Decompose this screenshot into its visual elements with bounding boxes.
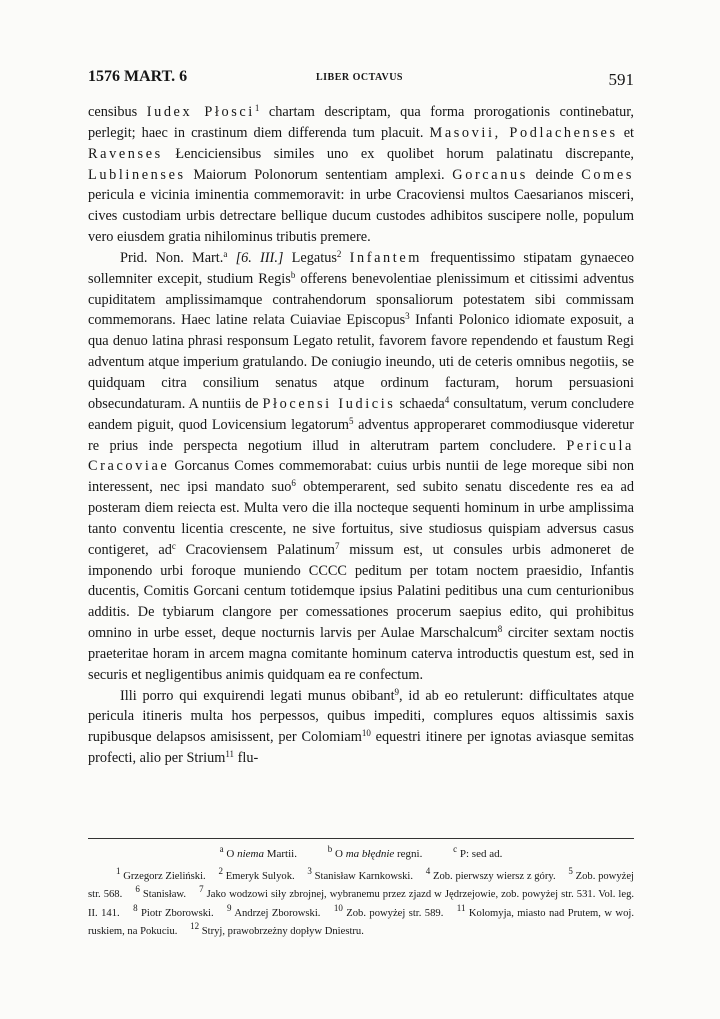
spaced-name: Płocensi Iudicis bbox=[262, 395, 396, 412]
text-run: Łenciciensibus similes uno ex quolibet horum palatinatu discrepante, bbox=[162, 145, 634, 162]
text-run: Infanti Polonico idiomate exposuit, a qua denuo latina phrasi responsum Legato retulit, favorem favore rependendo et faustum Regi adventum atque imperium gratulando. De coniugio ineundo, uti de ceteris omnibus negotiis, se quidquam citra consilium senatus atque ordinum facturam, horum persuasioni obsecundaturam. A nuntiis de bbox=[88, 312, 634, 412]
note-marker: 7 bbox=[335, 540, 340, 551]
text-run: Zob. powyżej str. 589. bbox=[342, 907, 444, 919]
text-run bbox=[227, 250, 235, 266]
note-marker: 8 bbox=[133, 902, 138, 913]
text-run: O bbox=[332, 848, 346, 860]
spaced-name: Masovii, Podlachenses bbox=[429, 124, 618, 141]
note-marker: 3 bbox=[307, 866, 312, 876]
note-marker: a bbox=[219, 844, 224, 854]
main-text bbox=[88, 102, 634, 769]
note-marker: 6 bbox=[291, 478, 296, 489]
paragraph-1 bbox=[88, 102, 634, 248]
spaced-name: Comes bbox=[581, 166, 634, 183]
note-marker: 1 bbox=[116, 866, 121, 876]
text-run: Emeryk Sulyok. bbox=[222, 871, 295, 882]
footnote bbox=[307, 866, 413, 882]
paragraph-3 bbox=[88, 686, 634, 769]
text-run: consultatum, verum concludere eandem piguit, quod Lovicensium legatorum bbox=[88, 395, 634, 433]
note-marker: c bbox=[453, 844, 458, 854]
text-run: chartam descriptam, qua forma prorogationis continebatur, perlegit; haec in crastinum diem differenda tum placuit. bbox=[88, 104, 635, 141]
note-marker: 12 bbox=[190, 920, 200, 931]
footnote bbox=[133, 902, 214, 919]
footnote bbox=[333, 902, 444, 919]
text-run: Andrzej Zborowski. bbox=[231, 907, 321, 919]
running-header bbox=[88, 66, 634, 92]
text-run: , id ab eo retulerunt: difficultates atque pericula itineris multa hos perpessos, quibus impediti, complures equos altissimis saxis rupibusque delapsos amisissent, per Colomiam bbox=[88, 687, 634, 746]
note-marker: 10 bbox=[333, 902, 343, 913]
spaced-name: Lublinenses bbox=[88, 166, 186, 183]
footnote bbox=[190, 920, 364, 937]
footnote bbox=[227, 902, 321, 919]
text-run: Maiorum Polonorum sententiam amplexi. bbox=[185, 166, 453, 183]
italic-text: ma błędnie bbox=[345, 848, 395, 860]
footnote-divider bbox=[88, 838, 634, 839]
text-run: schaeda bbox=[395, 395, 445, 412]
text-run bbox=[341, 250, 349, 266]
text-run: Cracoviensem Palatinum bbox=[175, 541, 336, 558]
note-marker: 11 bbox=[225, 749, 235, 760]
note-marker: 1 bbox=[254, 103, 260, 113]
note-marker: 7 bbox=[199, 884, 204, 895]
text-run: frequentissimo stipatam gynaeceo sollemniter excepit, studium Regis bbox=[88, 249, 634, 287]
text-run: O bbox=[223, 848, 238, 860]
text-run: Legatus bbox=[283, 249, 337, 266]
note-marker: 9 bbox=[394, 686, 400, 697]
note-marker: 6 bbox=[135, 884, 140, 895]
paragraph-2 bbox=[88, 248, 634, 686]
footnote bbox=[425, 866, 556, 882]
text-run: Grzegorz Zieliński. bbox=[120, 871, 206, 882]
spaced-name: Iudex Płosci bbox=[146, 104, 255, 120]
note-marker: c bbox=[171, 540, 176, 551]
apparatus-note-b bbox=[327, 844, 423, 860]
note-marker: 3 bbox=[405, 311, 410, 322]
spaced-name: Pericula Cracoviae bbox=[88, 437, 634, 475]
note-marker: 11 bbox=[456, 902, 466, 913]
italic-text: [6. III.] bbox=[235, 249, 284, 266]
note-marker: 5 bbox=[349, 415, 354, 426]
header-date: 1576 MART. 6 bbox=[88, 68, 188, 85]
text-run: et bbox=[617, 124, 635, 141]
text-run: pericula e vicinia iminentia commemoravit: in urbe Cracoviensi multos Caesarianos misceri, cives custodiam urbis detrectare bellique ducum custodes adhibitos suscipere nolle, populum vero eiusdem gratia nihilominus tributis premere. bbox=[88, 187, 634, 246]
text-run: Stryj, prawobrzeżny dopływ Dniestru. bbox=[199, 925, 364, 937]
spaced-name: Gorcanus bbox=[452, 166, 528, 183]
text-run: Stanisław Karnkowski. bbox=[311, 871, 413, 882]
text-run: Zob. pierwszy wiersz z góry. bbox=[430, 871, 556, 882]
text-run: censibus bbox=[88, 104, 147, 120]
text-run: adventus approperaret commodiusque videretur re prius inde perspecta negotium illud in alterutram partem concludere. bbox=[88, 416, 635, 454]
text-run: Gorcanus Comes commemorabat: cuius urbis nuntii de lege moreque sibi non interessent, nec ipsi mandato suo bbox=[88, 458, 634, 496]
text-run: Piotr Zborowski. bbox=[137, 907, 214, 919]
text-run: missum est, ut consules urbis admoneret de imponendo urbi foroque muniendo CCCC peditum per totam noctem praesidio, Infantis ducentis, Comitis Gorcani centum totidemque ipsius Palatini peditibus una cum centurionibus additis. De tybiarum clangore per comessationes procerum saepius edito, qui prohibitus omnino in urbe esset, deque nocturnis larvis per Aulae Marschalcum bbox=[88, 541, 634, 642]
note-marker: a bbox=[223, 248, 228, 259]
note-marker: 4 bbox=[444, 394, 450, 405]
text-run: regni. bbox=[394, 848, 423, 860]
footnote bbox=[116, 866, 206, 882]
text-run: Jako wodzowi siły zbrojnej, wybranemu przez zjazd w Jędrzejowie, zob. powyżej str. 531. Vol. leg. II. 141. bbox=[88, 889, 635, 919]
note-marker: b bbox=[290, 269, 296, 280]
spaced-name: Infantem bbox=[349, 249, 423, 266]
spaced-name: Ravenses bbox=[88, 145, 163, 162]
note-marker: 2 bbox=[218, 866, 223, 876]
apparatus-note-c bbox=[453, 844, 503, 860]
note-marker: 9 bbox=[227, 902, 232, 913]
text-run: P: sed ad. bbox=[457, 848, 503, 860]
note-marker: b bbox=[327, 844, 333, 854]
critical-apparatus bbox=[88, 844, 634, 860]
text-run: offerens benevolentiae plenissimum et citissimi adventus cupiditatem amplissimamque contrahendorum sponsaliorum potestatem sibi commissam commemorans. Haec latine relata Cuiaviae Episcopus bbox=[88, 270, 635, 329]
note-marker: 10 bbox=[361, 728, 371, 739]
text-run: Prid. Non. Mart. bbox=[120, 249, 224, 266]
footnote bbox=[218, 866, 295, 882]
text-run: flu- bbox=[234, 750, 259, 767]
text-run: Illi porro qui exquirendi legati munus obibant bbox=[120, 687, 395, 704]
note-marker: 4 bbox=[425, 866, 431, 876]
text-run: deinde bbox=[527, 166, 582, 183]
header-title: LIBER OCTAVUS bbox=[316, 72, 403, 83]
apparatus-note-a bbox=[219, 844, 297, 860]
note-marker: 5 bbox=[568, 866, 573, 876]
text-run: obtemperarent, sed subito senatu discedente res ea ad posteram diem reiecta est. Multa vero die illa nocteque sequenti hominum in urbe amplissima tanto conventu licentia crescente, ne sive fortuitus, sive studiosus quispiam adversus casus contigeret, ad bbox=[88, 479, 634, 558]
page-number: 591 bbox=[608, 70, 634, 89]
note-marker: 8 bbox=[497, 624, 503, 635]
text-run: Stanisław. bbox=[139, 889, 187, 901]
text-run: Zob. powyżej str. 568. bbox=[88, 871, 634, 901]
note-marker: 2 bbox=[336, 248, 342, 259]
footnotes bbox=[88, 868, 634, 941]
footnote bbox=[135, 884, 187, 901]
text-run: Kolomyja, miasto nad Prutem, w woj. ruskiem, na Pokuciu. bbox=[88, 907, 634, 937]
text-run: circiter sextam noctis praeteritae horam in arcem magna comitante hominum caterva introductis questum est, sed in securis et negligentibus animis quidquam ea re confectum. bbox=[88, 625, 634, 683]
text-run: Martii. bbox=[263, 848, 297, 860]
text-run: equestri itinere per ignotas aviasque semitas profecti, alio per Strium bbox=[88, 729, 634, 767]
italic-text: niema bbox=[237, 848, 264, 860]
